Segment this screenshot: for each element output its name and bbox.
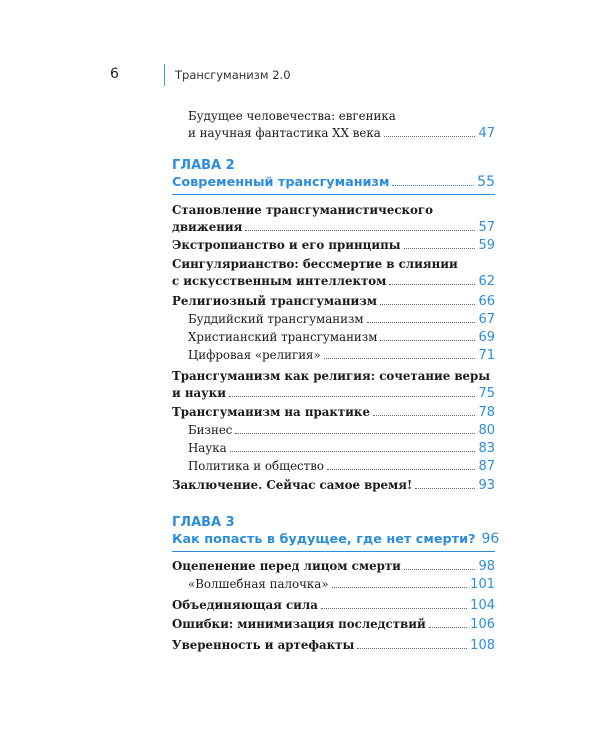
- toc-entry: [172, 256, 495, 290]
- page-ref: 98: [478, 559, 495, 574]
- leader-dots: [321, 608, 467, 609]
- toc-entry: [172, 108, 495, 142]
- chapter-title: Современный трансгуманизм: [172, 175, 390, 190]
- toc-entry-line: [172, 477, 495, 494]
- running-book-title: Трансгуманизм 2.0: [175, 68, 291, 82]
- toc-entry-text: Становление трансгуманистического: [172, 203, 433, 217]
- toc-entry-body[interactable]: [172, 404, 495, 421]
- page-number: 6: [110, 66, 119, 82]
- toc-entry: [172, 477, 495, 494]
- toc-entry-text: Сингулярианство: бессмертие в слиянии: [172, 257, 458, 271]
- toc-entry-body[interactable]: [172, 637, 495, 654]
- toc-entry-text: Будущее человечества: евгеника: [188, 109, 396, 123]
- page-ref: 93: [478, 478, 495, 493]
- toc-entry-line: [172, 637, 495, 654]
- toc-entry-text: Трансгуманизм как религия: сочетание веры: [172, 369, 491, 383]
- toc-entry-line: [172, 404, 495, 421]
- page-ref: 62: [478, 274, 495, 289]
- header-divider: [164, 64, 165, 86]
- toc-entry: [172, 293, 495, 310]
- toc-entry-text: Цифровая «религия»: [188, 348, 321, 362]
- leader-dots: [327, 469, 476, 470]
- toc-entry-text: и научная фантастика XX века: [188, 126, 381, 140]
- toc-entry-line: [172, 293, 495, 310]
- toc-entry-body[interactable]: [172, 329, 495, 346]
- toc-entry: [172, 237, 495, 254]
- toc-entry: [172, 637, 495, 654]
- toc-entry-body[interactable]: [172, 202, 495, 236]
- chapter-underline: [172, 194, 495, 195]
- leader-dots: [373, 415, 476, 416]
- toc-entry-text: Экстропианство и его принципы: [172, 238, 401, 252]
- toc-entry-text: Религиозный трансгуманизм: [172, 294, 377, 308]
- toc-entry-text: Христианский трансгуманизм: [188, 330, 378, 344]
- toc-entry: [172, 329, 495, 346]
- page-ref: 66: [478, 294, 495, 309]
- chapter-underline: [172, 551, 495, 552]
- toc-entry-body[interactable]: [172, 422, 495, 439]
- page-ref: 104: [470, 598, 495, 613]
- leader-dots: [230, 451, 476, 452]
- page-header: [0, 66, 600, 86]
- page-ref: 83: [478, 441, 495, 456]
- page-ref: 101: [470, 577, 495, 592]
- toc-entry-body[interactable]: [172, 477, 495, 494]
- toc-entry-line: [188, 440, 495, 457]
- toc-entry-body[interactable]: [172, 576, 495, 593]
- toc-entry-line: [188, 347, 495, 364]
- page-ref: 75: [478, 386, 495, 401]
- toc-entry-line: [188, 458, 495, 475]
- leader-dots: [367, 322, 476, 323]
- chapter-title-line[interactable]: [172, 174, 495, 191]
- toc-entry: [172, 616, 495, 633]
- toc-entry: [172, 576, 495, 593]
- toc-entry-line: [188, 125, 495, 142]
- toc-entry-body[interactable]: [172, 256, 495, 290]
- toc-entry-text: Наука: [188, 441, 227, 455]
- toc-entry-text: движения: [172, 220, 243, 234]
- toc-entry-line: [172, 558, 495, 575]
- page-ref: 78: [478, 405, 495, 420]
- toc-entry-body[interactable]: [172, 311, 495, 328]
- toc-entry-text: Ошибки: минимизация последствий: [172, 617, 426, 631]
- toc-entry-line: [172, 616, 495, 633]
- toc-entry: [172, 347, 495, 364]
- leader-dots: [357, 648, 467, 649]
- toc-entry-body[interactable]: [172, 108, 495, 142]
- toc-entry-text: с искусственным интеллектом: [172, 274, 387, 288]
- toc-entry-line: [172, 237, 495, 254]
- toc-entry-body[interactable]: [172, 368, 495, 402]
- toc-entry-text: Бизнес: [188, 423, 233, 437]
- toc-entry-text: Политика и общество: [188, 459, 324, 473]
- chapter-title: Как попасть в будущее, где нет смерти?: [172, 532, 476, 547]
- page-ref: 106: [470, 617, 495, 632]
- leader-dots: [332, 587, 468, 588]
- leader-dots: [245, 230, 475, 231]
- toc-entry-text: Заключение. Сейчас самое время!: [172, 478, 413, 492]
- page-ref: 71: [478, 348, 495, 363]
- toc-entry-line: [188, 311, 495, 328]
- leader-dots: [404, 248, 476, 249]
- toc-entry-text: и науки: [172, 386, 226, 400]
- toc-entry-line: [172, 597, 495, 614]
- page-ref: 47: [478, 126, 495, 141]
- toc-entry-line: [172, 273, 495, 290]
- page-ref: 69: [478, 330, 495, 345]
- toc-entry: [172, 311, 495, 328]
- leader-dots: [404, 569, 476, 570]
- toc-entry-line: [188, 422, 495, 439]
- toc-entry-text: Уверенность и артефакты: [172, 638, 355, 652]
- leader-dots: [384, 136, 476, 137]
- toc-entry-body[interactable]: [172, 558, 495, 575]
- page-ref: 55: [477, 174, 495, 190]
- toc-entry-text: Буддийский трансгуманизм: [188, 312, 364, 326]
- page-ref: 108: [470, 638, 495, 653]
- toc-entry-body[interactable]: [172, 293, 495, 310]
- toc-entry-text: «Волшебная палочка»: [188, 577, 329, 591]
- leader-dots: [380, 340, 475, 341]
- leader-dots: [235, 433, 475, 434]
- leader-dots: [429, 627, 467, 628]
- toc-entry-body[interactable]: [172, 616, 495, 633]
- toc-entry-body[interactable]: [172, 237, 495, 254]
- page-ref: 87: [478, 459, 495, 474]
- toc-entry: [172, 558, 495, 575]
- leader-dots: [229, 396, 475, 397]
- leader-dots: [380, 304, 475, 305]
- toc-entry: [172, 440, 495, 457]
- toc-entry: [172, 202, 495, 236]
- toc-entry: [172, 597, 495, 614]
- toc-entry: [172, 404, 495, 421]
- toc-entry-body[interactable]: [172, 458, 495, 475]
- page-ref: 96: [481, 531, 500, 547]
- page-ref: 59: [478, 238, 495, 253]
- page-ref: 57: [478, 220, 495, 235]
- leader-dots: [415, 488, 475, 489]
- leader-dots: [324, 358, 476, 359]
- toc-entry-line: [172, 219, 495, 236]
- chapter-label: ГЛАВА 2: [172, 158, 235, 173]
- toc-entry-body[interactable]: [172, 440, 495, 457]
- page-ref: 80: [478, 423, 495, 438]
- toc-entry-text: Оцепенение перед лицом смерти: [172, 559, 401, 573]
- toc-entry-text: Объединяющая сила: [172, 598, 318, 612]
- toc-entry-text: Трансгуманизм на практике: [172, 405, 370, 419]
- chapter-label: ГЛАВА 3: [172, 515, 235, 530]
- page-ref: 67: [478, 312, 495, 327]
- leader-dots: [392, 185, 474, 186]
- toc-entry: [172, 368, 495, 402]
- toc-entry-body[interactable]: [172, 597, 495, 614]
- toc-entry: [172, 458, 495, 475]
- toc-entry: [172, 422, 495, 439]
- toc-entry-body[interactable]: [172, 347, 495, 364]
- toc-entry-line: [188, 576, 495, 593]
- leader-dots: [389, 284, 475, 285]
- toc-entry-line: [188, 329, 495, 346]
- toc-entry-line: [172, 385, 495, 402]
- chapter-title-line[interactable]: [172, 531, 500, 548]
